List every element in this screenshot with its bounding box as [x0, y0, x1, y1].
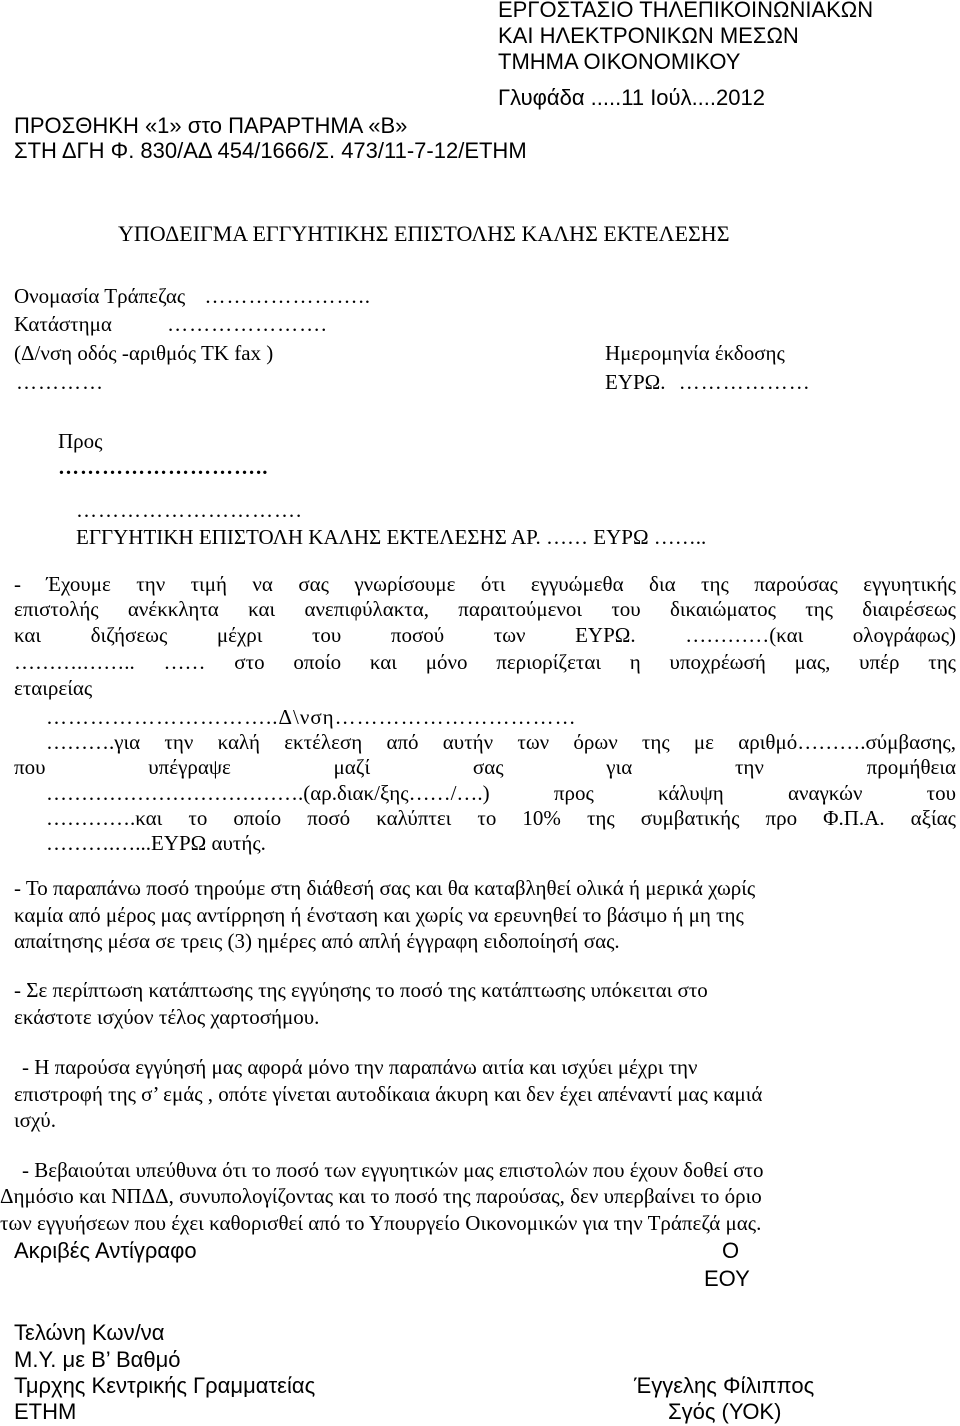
- document-title: ΥΠΟΔΕΙΓΜΑ ΕΓΓΥΗΤΙΚΗΣ ΕΠΙΣΤΟΛΗΣ ΚΑΛΗΣ ΕΚΤΕΛΕΣΗΣ: [118, 221, 730, 246]
- recipient-dots-line: ………………………….: [76, 498, 303, 522]
- amount-placeholder: ………………: [678, 370, 811, 394]
- issue-date-label: Ημερομηνία έκδοσης: [605, 341, 785, 365]
- bank-name-label: Ονομασία Τράπεζας: [14, 284, 186, 308]
- right-signatory-name: Έγγελης Φίλιππος: [634, 1373, 815, 1398]
- para4-line3: ισχύ.: [14, 1108, 56, 1132]
- amount-label: ΕΥΡΩ.: [605, 370, 666, 394]
- signatory-title-o: Ο: [722, 1238, 740, 1263]
- para1-line3: και διζήσεως μέχρι του ποσού των ΕΥΡΩ. …………(και ολογράφως): [14, 623, 956, 647]
- address-label: (Δ/νση οδός -αριθμός ΤΚ fax ): [14, 341, 274, 365]
- branch-label: Κατάστημα: [14, 312, 112, 336]
- para1-line8: που υπέγραψε μαζί σας για την προμήθεια: [14, 755, 956, 779]
- para4-line2: επιστροφή της σ’ εμάς , οπότε γίνεται αυτοδίκαια άκυρη και δεν έχει απέναντί μας καμιά: [14, 1082, 763, 1106]
- annex-reference-line2: ΣΤΗ ΔΓΗ Φ. 830/ΑΔ 454/1666/Σ. 473/11-7-12/ΕΤΗΜ: [14, 138, 527, 163]
- para1-line1: - Έχουμε την τιμή να σας γνωρίσουμε ότι εγγυώμεθα δια της παρούσας εγγυητικής: [14, 572, 956, 596]
- branch-placeholder: ………………….: [167, 312, 328, 336]
- para1-line9: ……………………………….(αρ.διακ/ξης……/….) προς κάλυψη αναγκών του: [46, 781, 956, 805]
- para1-line2: επιστολής ανέκκλητα και ανεπιφύλακτα, παραιτούμενοι του δικαιώματος της διαιρέσεως: [14, 597, 956, 621]
- place-and-date: Γλυφάδα .....11 Ιούλ....2012: [498, 85, 765, 110]
- org-name-line1: ΕΡΓΟΣΤΑΣΙΟ ΤΗΛΕΠΙΚΟΙΝΩΝΙΑΚΩΝ: [498, 0, 874, 22]
- para1-line6: …………………………..Δ\νση……………………………: [46, 705, 577, 729]
- recipient-label: Προς: [58, 429, 103, 453]
- para1-line7: ……….για την καλή εκτέλεση από αυτήν των όρων της με αριθμό……….σύμβασης,: [46, 730, 956, 754]
- guarantee-heading: ΕΓΓΥΗΤΙΚΗ ΕΠΙΣΤΟΛΗ ΚΑΛΗΣ ΕΚΤΕΛΕΣΗΣ ΑΡ. …… ΕΥΡΩ ……..: [76, 525, 707, 549]
- branch-field: [14, 312, 327, 337]
- left-signatory-name: Τελώνη Κων/να: [14, 1320, 165, 1345]
- para1-line5: εταιρείας: [14, 676, 93, 700]
- left-signatory-org: ΕΤΗΜ: [14, 1399, 77, 1424]
- right-signatory-rank: Σγός (ΥΟΚ): [668, 1399, 782, 1424]
- para5-line3: των εγγυήσεων που έχει καθορισθεί από το Υπουργείο Οικονομικών για την Τράπεζά μας.: [0, 1211, 762, 1235]
- left-signatory-department: Τμρχης Κεντρικής Γραμματείας: [14, 1373, 316, 1398]
- org-name-line2: ΚΑΙ ΗΛΕΚΤΡΟΝΙΚΩΝ ΜΕΣΩΝ: [498, 23, 799, 48]
- address-placeholder: …………: [16, 370, 104, 394]
- para5-line1: - Βεβαιούται υπεύθυνα ότι το ποσό των εγγυητικών μας επιστολών που έχουν δοθεί στο: [22, 1158, 764, 1182]
- amount-field: [605, 370, 811, 395]
- para5-line2: Δημόσιο και ΝΠΔΔ, συνυπολογίζοντας και το ποσό της παρούσας, δεν υπερβαίνει το όριο: [0, 1184, 762, 1208]
- certified-copy-label: Ακριβές Αντίγραφο: [14, 1238, 197, 1263]
- bank-name-field: [14, 284, 371, 309]
- para3-line2: εκάστοτε ισχύον τέλος χαρτοσήμου.: [14, 1005, 320, 1029]
- para1-line4: ……….…….. …… στο οποίο και μόνο περιορίζεται η υποχρέωσή μας, υπέρ της: [14, 650, 956, 674]
- para2-line1: - Το παραπάνω ποσό τηρούμε στη διάθεσή σας και θα καταβληθεί ολικά ή μερικά χωρίς: [14, 876, 756, 900]
- para4-line1: - Η παρούσα εγγύησή μας αφορά μόνο την παραπάνω αιτία και ισχύει μέχρι την: [22, 1055, 698, 1079]
- department-name: ΤΜΗΜΑ ΟΙΚΟΝΟΜΙΚΟΥ: [498, 49, 741, 74]
- annex-reference-line1: ΠΡΟΣΘΗΚΗ «1» στο ΠΑΡΑΡΤΗΜΑ «Β»: [14, 113, 408, 138]
- para3-line1: - Σε περίπτωση κατάπτωσης της εγγύησης το ποσό της κατάπτωσης υπόκειται στο: [14, 978, 708, 1002]
- bank-name-placeholder: …………………..: [204, 284, 372, 308]
- left-signatory-rank: Μ.Υ. με Β’ Βαθμό: [14, 1347, 181, 1372]
- recipient-placeholder: ………………………..: [58, 455, 269, 479]
- para2-line2: καμία από μέρος μας αντίρρηση ή ένσταση και χωρίς να ερευνηθεί το βάσιμο ή μη της: [14, 903, 744, 927]
- signatory-title-eoy: ΕΟΥ: [704, 1266, 750, 1291]
- para1-line11: ……….…...ΕΥΡΩ αυτής.: [46, 831, 266, 855]
- para2-line3: απαίτησης μέσα σε τρεις (3) ημέρες από απλή έγγραφη ειδοποίησή σας.: [14, 929, 620, 953]
- para1-line10: ………….και το οποίο ποσό καλύπτει το 10% της συμβατικής προ Φ.Π.Α. αξίας: [46, 806, 956, 830]
